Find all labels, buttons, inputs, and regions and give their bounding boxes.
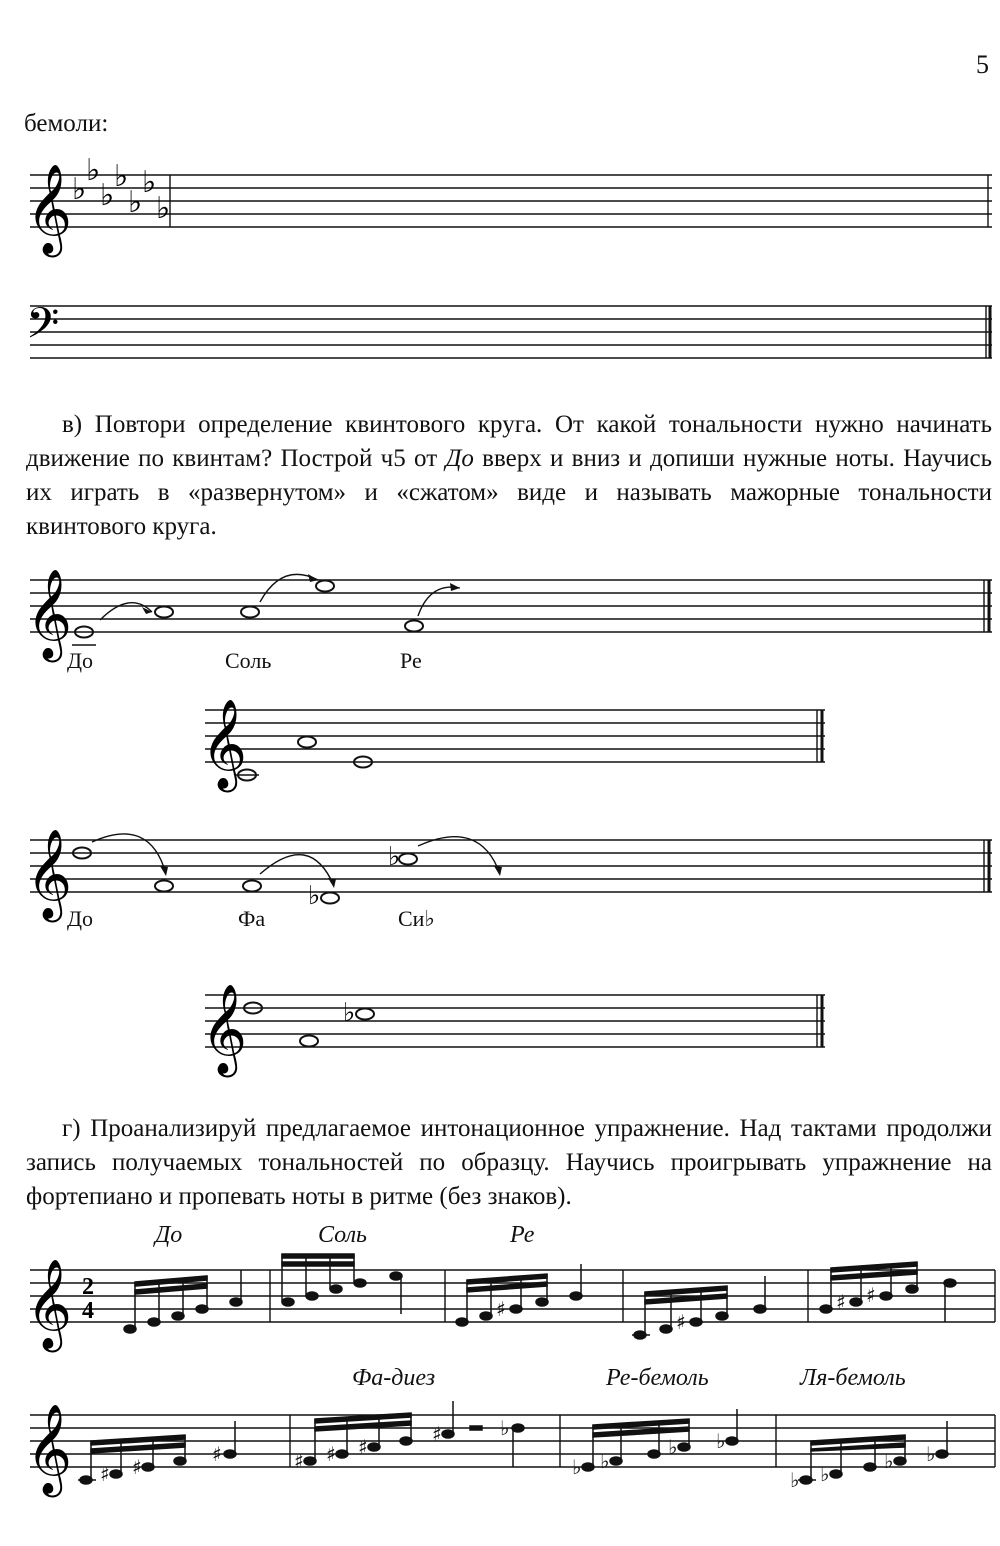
staff-exercise-row2 [20, 1395, 1000, 1505]
svg-text:♯: ♯ [100, 1462, 110, 1486]
svg-text:♯: ♯ [294, 1449, 304, 1473]
svg-text:♭: ♭ [388, 842, 401, 872]
note-name: Ре [400, 648, 422, 673]
svg-text:♭: ♭ [572, 1455, 582, 1479]
key-name: Ре-бемоль [606, 1365, 709, 1391]
paragraph-v: в) Повтори определение квинтового круга. От какой тональности нужно начинать движение по квинтам? Построй ч5 от До вверх и вниз и допиши нужные ноты. Научись их играть в «развернутом» и «сжатом» виде и называть мажорные тональности квинтового круга. [26, 411, 992, 540]
bass-clef-icon: 𝄢 [26, 299, 60, 359]
treble-clef-icon: 𝄞 [26, 829, 73, 919]
svg-text:♭: ♭ [142, 165, 157, 200]
note-name: Фа [238, 906, 266, 931]
treble-clef-icon: 𝄞 [26, 569, 73, 659]
svg-text:♭: ♭ [343, 998, 356, 1028]
treble-clef-icon: 𝄞 [26, 164, 73, 254]
time-signature-top: 2 [82, 1274, 94, 1300]
paragraph-g: г) Проанализируй предлагаемое интонационное упражнение. Над тактами продолжи запись получаемых тональностей по образцу. Научись проигрывать упражнение на фортепиано и пропевать ноты в ритме (без знаков). [26, 1115, 992, 1210]
svg-text:♭: ♭ [884, 1449, 894, 1473]
svg-text:♭: ♭ [600, 1449, 610, 1473]
svg-text:♯: ♯ [432, 1422, 442, 1446]
treble-clef-icon: 𝄞 [26, 1259, 73, 1349]
treble-clef-icon: 𝄞 [201, 699, 248, 789]
svg-text:♭: ♭ [114, 159, 129, 194]
staff-compressed-sharps [195, 690, 835, 789]
staff-exercise-row1 [20, 1250, 1000, 1360]
note-name: До [67, 906, 94, 931]
note-name: До [67, 648, 94, 673]
key-name: Ре [510, 1222, 535, 1248]
svg-text:♭: ♭ [86, 153, 101, 188]
svg-text:♭: ♭ [820, 1462, 830, 1486]
key-name: Ля-бемоль [800, 1365, 906, 1391]
treble-clef-icon: 𝄞 [201, 984, 248, 1074]
svg-text:♭: ♭ [716, 1429, 726, 1453]
svg-text:♭: ♭ [100, 178, 115, 213]
staff-treble-flats [20, 153, 1000, 254]
treble-clef-icon: 𝄞 [26, 1404, 73, 1494]
svg-text:♯: ♯ [836, 1290, 846, 1314]
key-name: Фа-диез [352, 1365, 436, 1391]
svg-text:♯: ♯ [326, 1442, 336, 1466]
svg-text:♭: ♭ [668, 1435, 678, 1459]
svg-text:♯: ♯ [358, 1435, 368, 1459]
key-name: Соль [318, 1222, 367, 1248]
svg-text:♯: ♯ [212, 1442, 222, 1466]
note-name: Соль [225, 648, 272, 673]
svg-text:♭: ♭ [308, 881, 321, 911]
svg-text:♭: ♭ [926, 1442, 936, 1466]
svg-text:♯: ♯ [132, 1455, 142, 1479]
key-signature-flats [72, 153, 170, 226]
note-name: Си♭ [398, 906, 435, 931]
staff-circle-sharps [20, 560, 1000, 659]
note-d [405, 621, 423, 632]
note-g [155, 607, 173, 618]
staff-bass-empty [20, 290, 1000, 370]
note-d [316, 581, 334, 592]
page-number: 5 [976, 50, 989, 79]
note-g [241, 607, 259, 618]
svg-text:♭: ♭ [128, 185, 143, 220]
svg-text:♭: ♭ [156, 191, 171, 226]
svg-text:♯: ♯ [866, 1283, 876, 1307]
key-name: До [155, 1222, 183, 1248]
svg-text:♯: ♯ [676, 1310, 686, 1334]
time-signature-bottom: 4 [82, 1298, 94, 1324]
svg-text:♭: ♭ [500, 1416, 510, 1440]
staff-compressed-flats [195, 975, 835, 1074]
flats-label: бемоли: [24, 110, 109, 137]
svg-text:♯: ♯ [496, 1297, 506, 1321]
svg-text:♭: ♭ [790, 1468, 800, 1492]
svg-text:♭: ♭ [72, 172, 87, 207]
